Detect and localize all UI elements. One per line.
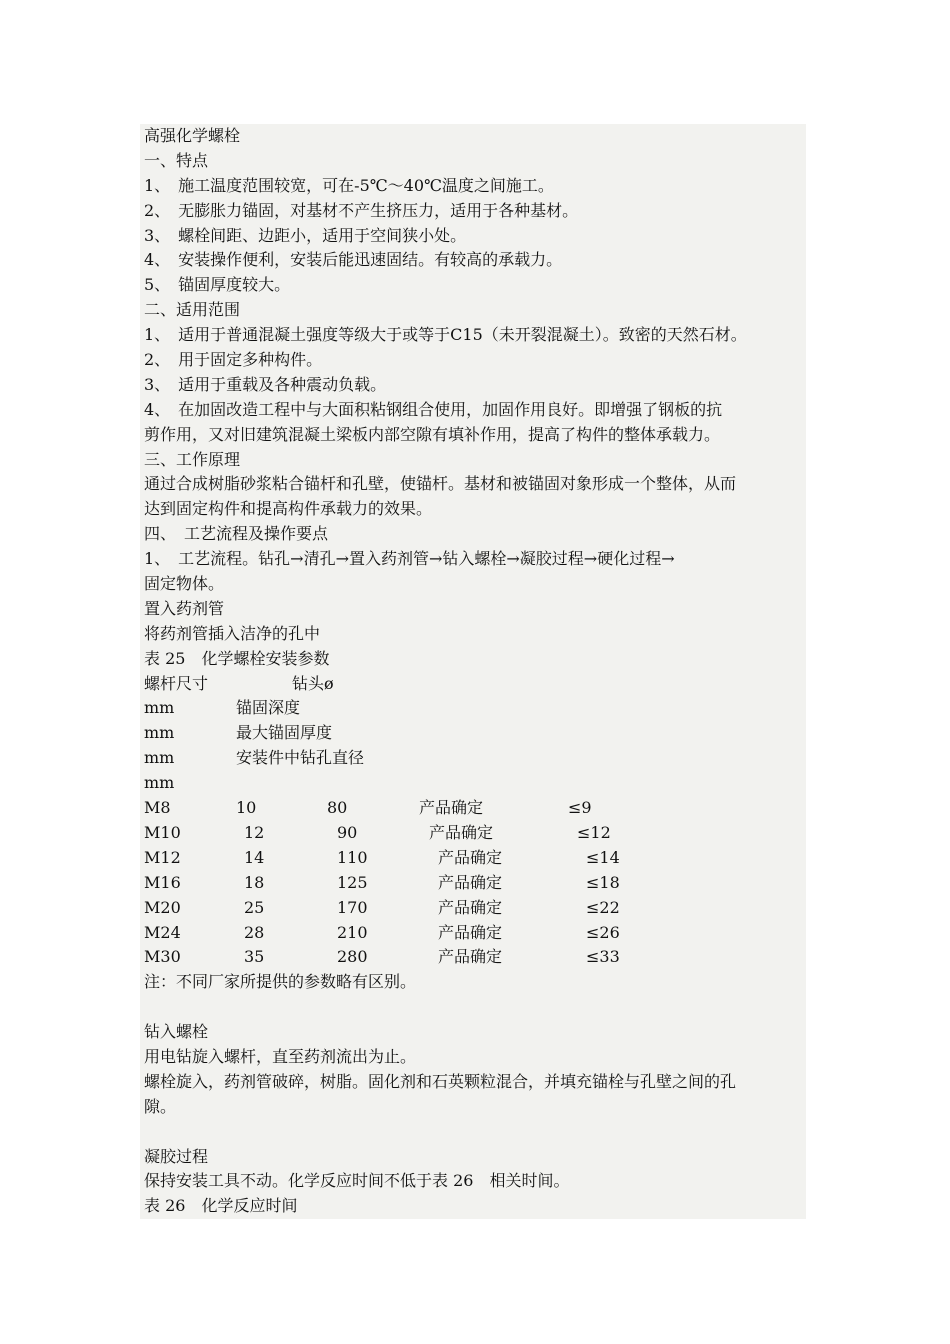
- cell-drill: 35: [244, 947, 265, 967]
- scope-item: 1、 适用于普通混凝土强度等级大于或等于C15（未开裂混凝土）。致密的天然石材。: [144, 325, 747, 345]
- feature-item: 5、 锚固厚度较大。: [144, 275, 291, 295]
- table-row: [144, 871, 824, 896]
- table25-header-row5: [144, 771, 824, 796]
- table-row: [144, 921, 824, 946]
- feature-item: 4、 安装操作便利，安装后能迅速固结。有较高的承载力。: [144, 250, 563, 270]
- table25-header-row1: [144, 672, 824, 697]
- cell-drill: 12: [244, 822, 265, 842]
- table-row: [144, 796, 824, 821]
- principle-text: 达到固定构件和提高构件承载力的效果。: [144, 499, 433, 519]
- table25-header-unit: mm: [144, 748, 175, 768]
- subheading-gel-process: 凝胶过程: [144, 1146, 209, 1166]
- scope-item-continued: 剪作用，又对旧建筑混凝土梁板内部空隙有填补作用，提高了构件的整体承载力。: [144, 424, 721, 444]
- cell-drill: 14: [244, 847, 265, 867]
- cell-size: M12: [144, 847, 181, 867]
- table25-header-row4: [144, 746, 824, 771]
- table25-header-row2: [144, 696, 824, 721]
- process-item-continued: 固定物体。: [144, 574, 225, 594]
- table25-header-size: 螺杆尺寸: [144, 673, 209, 693]
- cell-size: M30: [144, 947, 181, 967]
- table-row: [144, 821, 824, 846]
- subheading-drill-bolt: 钻入螺栓: [144, 1022, 209, 1042]
- cell-hole: ≤12: [577, 822, 611, 842]
- cell-size: M24: [144, 922, 181, 942]
- drill-bolt-text: 用电钻旋入螺杆，直至药剂流出为止。: [144, 1046, 417, 1066]
- cell-depth: 80: [327, 798, 348, 818]
- cell-thickness: 产品确定: [438, 947, 503, 967]
- cell-depth: 170: [337, 897, 368, 917]
- scope-item: 3、 适用于重载及各种震动负载。: [144, 374, 387, 394]
- scope-item: 2、 用于固定多种构件。: [144, 350, 323, 370]
- table25-header-unit: mm: [144, 698, 175, 718]
- cell-hole: ≤33: [586, 947, 620, 967]
- cell-drill: 28: [244, 922, 265, 942]
- principle-text: 通过合成树脂砂浆粘合锚杆和孔壁，使锚杆。基材和被锚固对象形成一个整体，从而: [144, 474, 737, 494]
- cell-depth: 90: [337, 822, 358, 842]
- blank-line: [144, 1120, 824, 1145]
- table25-header-hole-diameter: 安装件中钻孔直径: [236, 748, 365, 768]
- blank-line: [144, 995, 824, 1020]
- table25-header-unit: mm: [144, 773, 175, 793]
- document-body: [144, 124, 824, 1219]
- cell-depth: 210: [337, 922, 368, 942]
- cell-size: M10: [144, 822, 181, 842]
- drill-bolt-text-continued: 隙。: [144, 1096, 177, 1116]
- cell-thickness: 产品确定: [438, 872, 503, 892]
- feature-item: 1、 施工温度范围较宽，可在-5℃～40℃温度之间施工。: [144, 175, 554, 195]
- section-heading-principle: 三、工作原理: [144, 449, 241, 469]
- cell-size: M8: [144, 798, 171, 818]
- doc-title: 高强化学螺栓: [144, 126, 241, 145]
- table-row: [144, 945, 824, 970]
- process-item: 1、 工艺流程。钻孔→清孔→置入药剂管→钻入螺栓→凝胶过程→硬化过程→: [144, 549, 675, 569]
- cell-thickness: 产品确定: [419, 798, 484, 818]
- cell-size: M20: [144, 897, 181, 917]
- cell-thickness: 产品确定: [429, 822, 494, 842]
- table-row: [144, 896, 824, 921]
- cell-drill: 10: [236, 798, 257, 818]
- cell-hole: ≤22: [586, 897, 620, 917]
- subheading-insert-capsule: 置入药剂管: [144, 598, 225, 618]
- feature-item: 3、 螺栓间距、边距小，适用于空间狭小处。: [144, 225, 467, 245]
- cell-hole: ≤26: [586, 922, 620, 942]
- table25-caption: 表 25 化学螺栓安装参数: [144, 648, 330, 668]
- table25-header-max-thickness: 最大锚固厚度: [236, 723, 333, 743]
- table25-header-depth: 锚固深度: [236, 698, 301, 718]
- cell-size: M16: [144, 872, 181, 892]
- cell-drill: 25: [244, 897, 265, 917]
- feature-item: 2、 无膨胀力锚固，对基材不产生挤压力，适用于各种基材。: [144, 200, 579, 220]
- table25-header-unit: mm: [144, 723, 175, 743]
- cell-drill: 18: [244, 872, 265, 892]
- cell-hole: ≤9: [568, 798, 592, 818]
- table25-note: 注：不同厂家所提供的参数略有区别。: [144, 972, 417, 992]
- cell-depth: 280: [337, 947, 368, 967]
- cell-thickness: 产品确定: [438, 897, 503, 917]
- insert-capsule-text: 将药剂管插入洁净的孔中: [144, 623, 321, 643]
- scope-item: 4、 在加固改造工程中与大面积粘钢组合使用，加固作用良好。即增强了钢板的抗: [144, 399, 723, 419]
- table25-header-drill: 钻头ø: [292, 673, 334, 693]
- table26-caption: 表 26 化学反应时间: [144, 1196, 298, 1216]
- section-heading-process: 四、 工艺流程及操作要点: [144, 524, 329, 544]
- cell-thickness: 产品确定: [438, 922, 503, 942]
- section-heading-features: 一、特点: [144, 150, 209, 170]
- table25-header-row3: [144, 721, 824, 746]
- cell-depth: 110: [337, 847, 368, 867]
- document-page: [140, 124, 806, 1219]
- cell-hole: ≤14: [586, 847, 620, 867]
- cell-thickness: 产品确定: [438, 847, 503, 867]
- cell-depth: 125: [337, 872, 368, 892]
- drill-bolt-text: 螺栓旋入，药剂管破碎，树脂。固化剂和石英颗粒混合，并填充锚栓与孔壁之间的孔: [144, 1071, 737, 1091]
- cell-hole: ≤18: [586, 872, 620, 892]
- table-row: [144, 846, 824, 871]
- section-heading-scope: 二、适用范围: [144, 300, 241, 320]
- gel-process-text: 保持安装工具不动。化学反应时间不低于表 26 相关时间。: [144, 1171, 570, 1191]
